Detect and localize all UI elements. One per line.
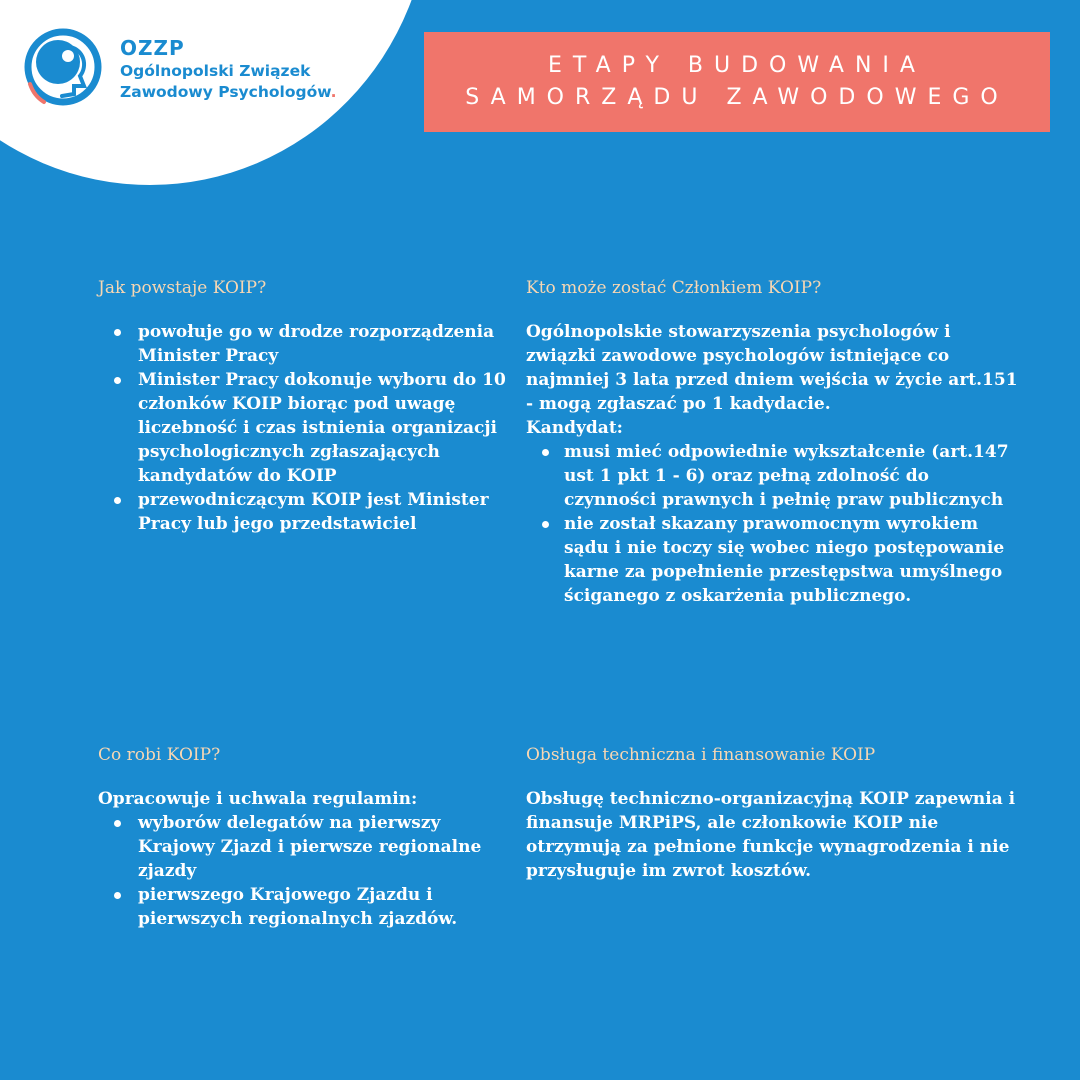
list-item: musi mieć odpowiednie wykształcenie (art.147 ust 1 pkt 1 - 6) oraz pełną zdolność do czynności prawnych i pełnię praw publicznych: [526, 440, 1026, 512]
section-technical-support-and-funding: [526, 745, 1026, 883]
logo-dot: .: [330, 83, 337, 101]
logo-name-line-1: Ogólnopolski Związek: [120, 62, 311, 80]
title-banner: [424, 32, 1050, 132]
section-heading: Jak powstaje KOIP?: [98, 278, 267, 298]
logo-name-line-2-text: Zawodowy Psychologów: [120, 83, 331, 101]
list-item: przewodniczącym KOIP jest Minister Pracy lub jego przedstawiciel: [98, 488, 508, 536]
logo-wordmark: [120, 38, 336, 103]
list-item: nie został skazany prawomocnym wyrokiem sądu i nie toczy się wobec niego postępowanie karne za popełnienie przestępstwa umyślnego ściganego z oskarżenia publicznego.: [526, 512, 1026, 608]
section-paragraph: Obsługę techniczno-organizacyjną KOIP zapewnia i finansuje MRPiPS, ale członkowie KOIP nie otrzymują za pełnione funkcje wynagrodzenia i nie przysługuje im zwrot kosztów.: [526, 789, 1016, 881]
section-who-can-be-member: [526, 278, 1026, 608]
bullet-list: [526, 440, 1026, 608]
logo-abbreviation: OZZP: [120, 36, 185, 60]
bullet-list: [98, 320, 508, 536]
banner-title-line-1: ETAPY BUDOWANIA: [548, 53, 926, 78]
section-heading: Co robi KOIP?: [98, 745, 221, 765]
section-paragraph: Ogólnopolskie stowarzyszenia psychologów i związki zawodowe psychologów istniejące co najmniej 3 lata przed dniem wejścia w życie art.151 - mogą zgłaszać po 1 kadydacie.: [526, 322, 1018, 414]
section-what-koip-does: [98, 745, 508, 931]
logo-name-line-2: [120, 82, 336, 103]
head-profile-logo-icon: [18, 22, 108, 112]
banner-title-line-2: SAMORZĄDU ZAWODOWEGO: [465, 85, 1009, 110]
section-how-koip-is-formed: [98, 278, 508, 536]
list-item: wyborów delegatów na pierwszy Krajowy Zjazd i pierwsze regionalne zjazdy: [98, 811, 508, 883]
list-item: powołuje go w drodze rozporządzenia Minister Pracy: [98, 320, 508, 368]
list-item: Minister Pracy dokonuje wyboru do 10 członków KOIP biorąc pod uwagę liczebność i czas istnienia organizacji psychologicznych zgłaszających kandydatów do KOIP: [98, 368, 508, 488]
list-item: pierwszego Krajowego Zjazdu i pierwszych regionalnych zjazdów.: [98, 883, 508, 931]
section-heading: Obsługa techniczna i finansowanie KOIP: [526, 745, 876, 765]
bullet-list: [98, 811, 508, 931]
candidate-label: Kandydat:: [526, 418, 623, 438]
section-paragraph: Opracowuje i uchwala regulamin:: [98, 789, 418, 809]
section-heading: Kto może zostać Członkiem KOIP?: [526, 278, 822, 298]
